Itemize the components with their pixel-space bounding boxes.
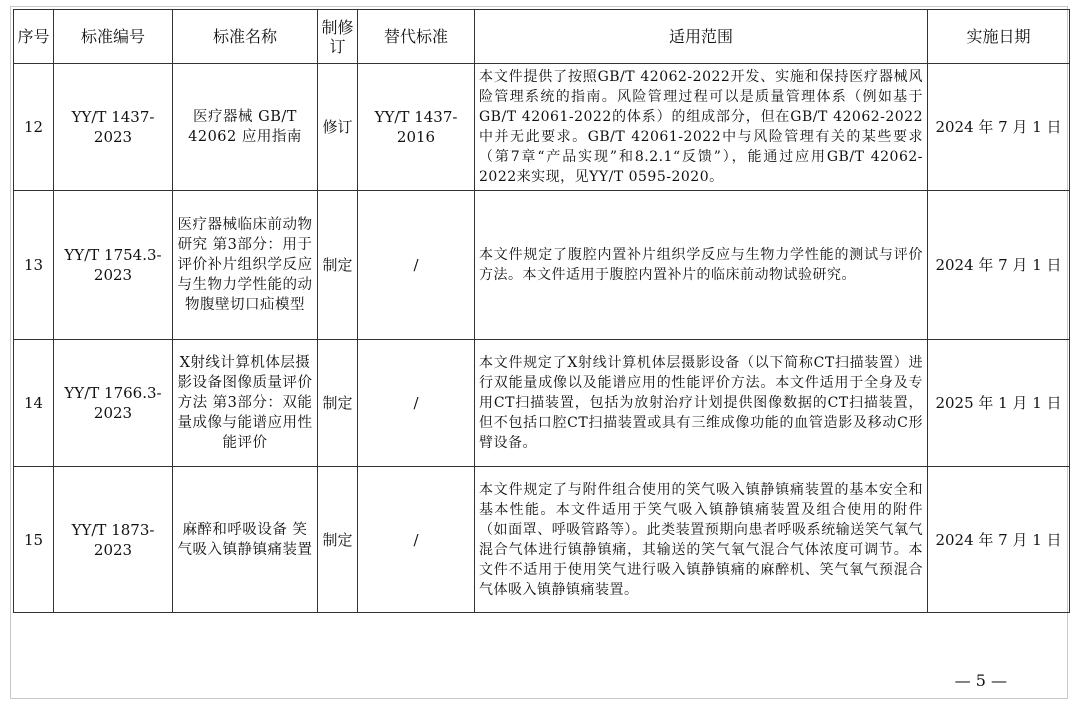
cell-serial-number: 14 [14,340,54,467]
cell-standard-code: YY/T 1766.3-2023 [54,340,173,467]
cell-revision-type: 制定 [318,467,358,613]
cell-revision-type: 制定 [318,340,358,467]
page-number: — 5 — [954,671,1007,690]
cell-replaced-standard: / [358,191,475,340]
cell-scope: 本文件提供了按照GB/T 42062-2022开发、实施和保持医疗器械风险管理系统的指南。风险管理过程可以是质量管理体系（例如基于GB/T 42061-2022的体系）的组成部分，但在GB/T 42062-2022中并无此要求。GB/T 42061-2022中与风险管理有关的某些要求（第7章“产品实现”和8.2.1“反馈”），能通过应用GB/T 42062-2022来实现，见YY/T 0595-2020。 [475,64,928,191]
cell-replaced-standard: YY/T 1437-2016 [358,64,475,191]
cell-serial-number: 13 [14,191,54,340]
cell-replaced-standard: / [358,340,475,467]
cell-revision-type: 制定 [318,191,358,340]
cell-effective-date: 2024 年 7 月 1 日 [928,191,1070,340]
table-row [14,467,1070,613]
header-standard-name: 标准名称 [173,10,318,64]
table-row [14,64,1070,191]
cell-serial-number: 15 [14,467,54,613]
cell-standard-name: X射线计算机体层摄影设备图像质量评价方法 第3部分：双能量成像与能谱应用性能评价 [173,340,318,467]
header-standard-code: 标准编号 [54,10,173,64]
cell-effective-date: 2025 年 1 月 1 日 [928,340,1070,467]
header-replaced-standard: 替代标准 [358,10,475,64]
cell-effective-date: 2024 年 7 月 1 日 [928,64,1070,191]
cell-standard-code: YY/T 1437-2023 [54,64,173,191]
table-row [14,191,1070,340]
cell-scope: 本文件规定了与附件组合使用的笑气吸入镇静镇痛装置的基本安全和基本性能。本文件适用于笑气吸入镇静镇痛装置及组合使用的附件（如面罩、呼吸管路等）。此类装置预期向患者呼吸系统输送笑气氧气混合气体进行镇静镇痛，其输送的笑气氧气混合气体浓度可调节。本文件不适用于使用笑气进行吸入镇静镇痛的麻醉机、笑气氧气预混合气体吸入镇静镇痛装置。 [475,467,928,613]
table-header-row [14,10,1070,64]
cell-scope: 本文件规定了腹腔内置补片组织学反应与生物力学性能的测试与评价方法。本文件适用于腹腔内置补片的临床前动物试验研究。 [475,191,928,340]
cell-effective-date: 2024 年 7 月 1 日 [928,467,1070,613]
cell-serial-number: 12 [14,64,54,191]
document-page [10,6,1068,699]
cell-standard-name: 医疗器械 GB/T 42062 应用指南 [173,64,318,191]
cell-standard-name: 医疗器械临床前动物研究 第3部分：用于评价补片组织学反应与生物力学性能的动物腹壁切口疝模型 [173,191,318,340]
cell-standard-code: YY/T 1754.3-2023 [54,191,173,340]
header-serial-number: 序号 [14,10,54,64]
table-row [14,340,1070,467]
cell-replaced-standard: / [358,467,475,613]
header-scope: 适用范围 [475,10,928,64]
cell-standard-name: 麻醉和呼吸设备 笑气吸入镇静镇痛装置 [173,467,318,613]
cell-scope: 本文件规定了X射线计算机体层摄影设备（以下简称CT扫描装置）进行双能量成像以及能谱应用的性能评价方法。本文件适用于全身及专用CT扫描装置，包括为放射治疗计划提供图像数据的CT扫描装置，但不包括口腔CT扫描装置或具有三维成像功能的血管造影及移动C形臂设备。 [475,340,928,467]
header-effective-date: 实施日期 [928,10,1070,64]
standards-table [13,9,1070,613]
cell-standard-code: YY/T 1873-2023 [54,467,173,613]
cell-revision-type: 修订 [318,64,358,191]
header-revision-type: 制修订 [318,10,358,64]
